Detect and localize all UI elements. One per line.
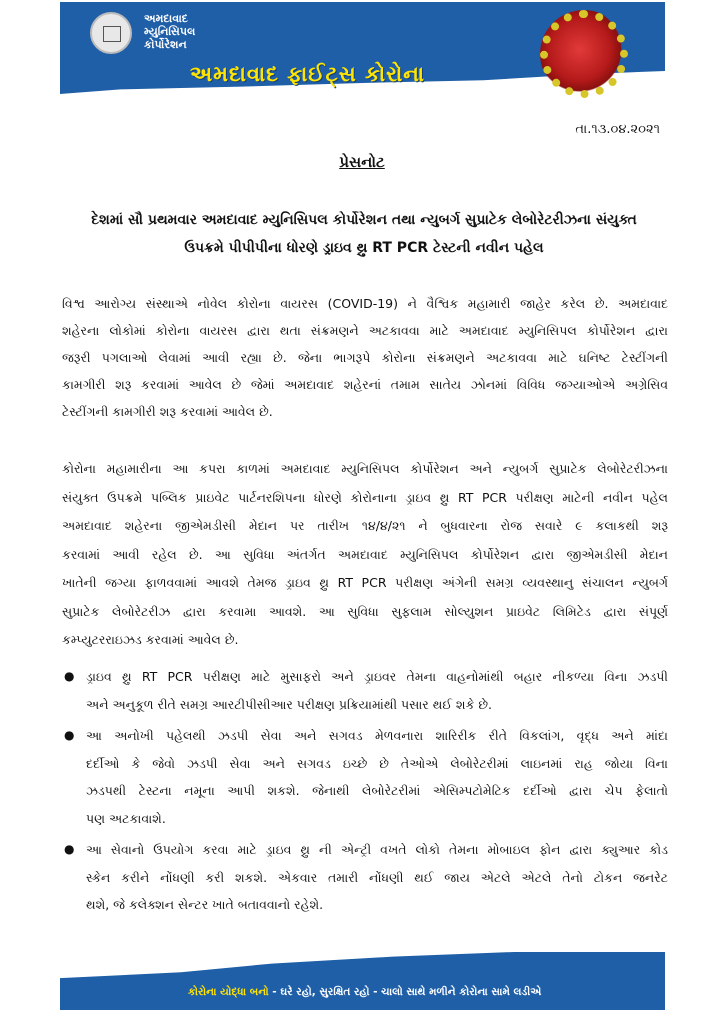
banner-title: અમદાવાદ ફાઈટ્સ કોરોના bbox=[190, 62, 426, 86]
text-line: સુપ્રાટેક લેબોરેટરીઝ દ્વારા કરવામા આવશે. આ સુવિધા સુફલામ સોલ્યુશન પ્રાઇવેટ લિમિટેડ દ્વારા સંપૂર્ણ bbox=[62, 603, 668, 619]
date: તા.૧૩.૦૪.૨૦૨૧ bbox=[575, 122, 660, 137]
footer-text: - ઘરે રહો, સુરક્ષિત રહો - ચાલો સાથે મળીને કોરોના સામે લડીએ bbox=[268, 986, 542, 998]
bullet-icon: ● bbox=[64, 669, 75, 683]
bullet-icon: ● bbox=[64, 842, 75, 856]
press-note-title bbox=[0, 153, 724, 171]
paragraph-1 bbox=[62, 290, 668, 425]
headline bbox=[60, 206, 668, 262]
bullet-list bbox=[62, 663, 668, 923]
text-line: સ્કેન કરીને નોંધણી કરી શકશે. એકવાર તમારી નોંધણી થઈ જાય એટલે એટલે તેનો ટોકન જનરેટ bbox=[86, 869, 668, 885]
org-line: મ્યુનિસિપલ bbox=[144, 25, 196, 38]
text-line: કામગીરી શરૂ કરવામાં આવેલ છે જેમાં અમદાવાદ શહેરનાં તમામ સાતેય ઝોનમાં વિવિધ જગ્યાઓએ અગ્રેસિવ bbox=[62, 377, 668, 392]
text-line: ટેસ્ટીંગની કામગીરી શરૂ કરવામાં આવેલ છે. bbox=[62, 404, 273, 419]
text-line: અમદાવાદ શહેરના જીએમડીસી મેદાન પર તારીખ ૧૪/૪/૨૧ ને બુધવારના રોજ સવારે ૯ કલાકથી શરૂ bbox=[62, 518, 668, 533]
text-line: આ સેવાનો ઉપયોગ કરવા માટે ડ્રાઇવ થ્રુ ની એન્ટ્રી વખતે લોકો તેમના મોબાઇલ ફોન દ્વારા ક્યુઆર કોડ bbox=[86, 842, 668, 857]
footer-banner bbox=[60, 952, 665, 1010]
text-line: કમ્પ્યુટરરાઇઝડ કરવામાં આવેલ છે. bbox=[62, 632, 239, 647]
press-note-label: પ્રેસનોટ bbox=[339, 153, 385, 171]
coronavirus-icon bbox=[540, 10, 628, 98]
bullet-item bbox=[62, 663, 668, 718]
text-line: કરવામાં આવી રહેલ છે. આ સુવિધા અંતર્ગત અમદાવાદ મ્યુનિસિપલ કોર્પોરેશન દ્વારા જીએમડીસી મેદાન bbox=[62, 546, 668, 562]
footer-highlight: કોરોના યોદ્ધા બનો bbox=[188, 986, 269, 998]
org-line: અમદાવાદ bbox=[144, 12, 188, 25]
text-line: ખાતેની જગ્યા ફાળવવામાં આવશે તેમજ ડ્રાઇવ થ્રુ RT PCR પરીક્ષણ અંગેની સમગ્ર વ્યવસ્થાનુ સંચાલન ન્યુબર્ગ bbox=[62, 575, 668, 590]
bullet-item bbox=[62, 722, 668, 832]
text-line: ઝડપથી ટેસ્ટના નમૂના આપી શકશે. જેનાથી લેબોરેટરીમાં એસિમ્પટોમેટિક દર્દીઓ દ્વારા ચેપ ફેલાતો bbox=[86, 783, 668, 798]
bullet-icon: ● bbox=[64, 728, 75, 742]
text-line: અને અનુકૂળ રીતે સમગ્ર આરટીપીસીઆર પરીક્ષણ પ્રક્રિયામાંથી પસાર થઈ શકે છે. bbox=[86, 696, 493, 712]
headline-line: દેશમાં સૌ પ્રથમવાર અમદાવાદ મ્યુનિસિપલ કોર્પોરેશન તથા ન્યુબર્ગ સુપ્રાટેક લેબોરેટરીઝના સંયુક્ત bbox=[91, 212, 637, 228]
amc-seal-logo bbox=[90, 12, 132, 54]
org-line: કોર્પોરેશન bbox=[144, 38, 187, 51]
text-line: સંયુક્ત ઉપક્રમે પબ્લિક પ્રાઇવેટ પાર્ટનરશિપના ધોરણે કોરોનાના ડ્રાઇવ થ્રુ RT PCR પરીક્ષણ માટેની નવીન પહેલ bbox=[62, 489, 668, 505]
bullet-item bbox=[62, 836, 668, 919]
footer-slogan bbox=[188, 986, 541, 999]
text-line: વિશ્વ આરોગ્ય સંસ્થાએ નોવેલ કોરોના વાયરસ (COVID-19) ને વૈશ્વિક મહામારી જાહેર કરેલ છે. અમદાવાદ bbox=[62, 296, 668, 311]
text-line: થશે, જે કલેક્શન સેન્ટર ખાતે બતાવવાનો રહેશે. bbox=[86, 897, 324, 912]
text-line: કોરોના મહામારીના આ કપરા કાળમાં અમદાવાદ મ્યુનિસિપલ કોર્પોરેશન અને ન્યુબર્ગ સુપ્રાટેક લેબોરેટરીઝના bbox=[62, 461, 668, 476]
text-line: ડ્રાઇવ થ્રુ RT PCR પરીક્ષણ માટે મુસાફરો અને ડ્રાઇવર તેમના વાહનોમાંથી બહાર નીકળ્યા વિના ઝડપી bbox=[86, 669, 668, 684]
text-line: જરૂરી પગલાઓ લેવામાં આવી રહ્યા છે. જેના ભાગરૂપે કોરોના સંક્રમણને અટકાવવા માટે ઘનિષ્ટ ટેસ્ટીંગની bbox=[62, 350, 668, 365]
headline-line: ઉપક્રમે પીપીપીના ધોરણે ડ્રાઇવ થ્રુ RT PCR ટેસ્ટની નવીન પહેલ bbox=[184, 240, 544, 256]
text-line: પણ અટકાવાશે. bbox=[86, 810, 166, 826]
text-line: આ અનોખી પહેલથી ઝડપી સેવા અને સગવડ મેળવનારા શારિરીક રીતે વિકલાંગ, વૃદ્ધ અને માંદા bbox=[86, 728, 668, 743]
text-line: શહેરના લોકોમાં કોરોના વાયરસ દ્વારા થતા સંક્રમણને અટકાવવા માટે અમદાવાદ મ્યુનિસિપલ કોર્પોરેશન દ્વારા bbox=[62, 323, 668, 338]
org-name bbox=[144, 12, 195, 51]
paragraph-2 bbox=[62, 455, 668, 655]
text-line: દર્દીઓ કે જેવો ઝડપી સેવા અને સગવડ ઇચ્છે છે તેઓએ લેબોરેટરીમાં લાઇનમાં રાહ જોયા વિના bbox=[86, 755, 668, 771]
